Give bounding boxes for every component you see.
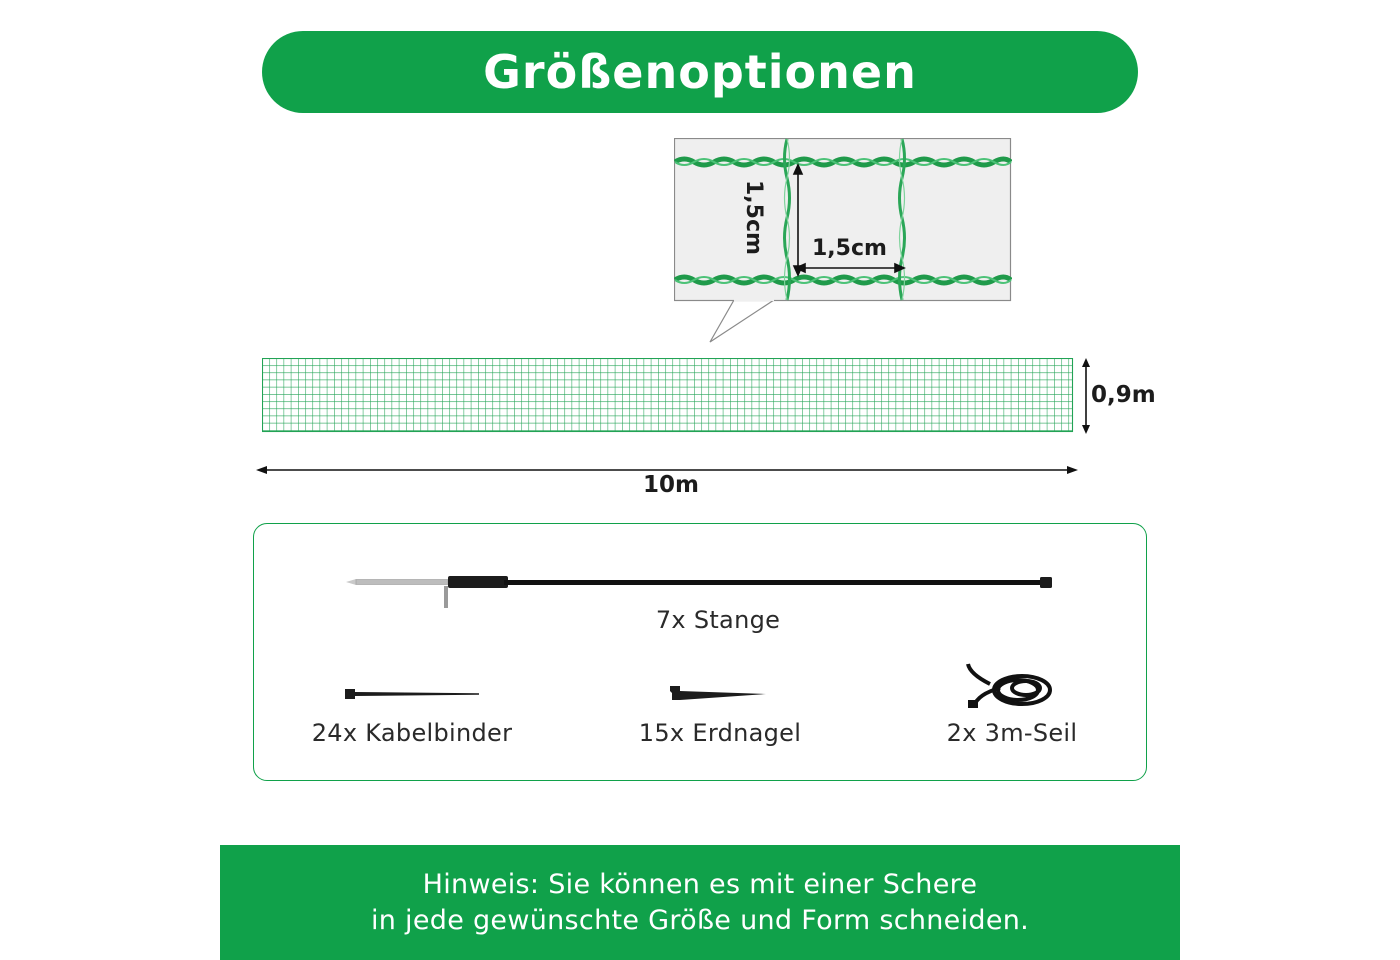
net-height-label: 0,9m bbox=[1091, 382, 1156, 408]
cable-tie-label: 24x Kabelbinder bbox=[311, 719, 513, 747]
net-length-label: 10m bbox=[643, 472, 699, 498]
page-title: Größenoptionen bbox=[483, 45, 917, 99]
mesh-detail-callout bbox=[674, 138, 1012, 344]
ground-stake-icon bbox=[670, 683, 768, 705]
rope-label: 2x 3m-Seil bbox=[946, 719, 1078, 747]
cell-width-label: 1,5cm bbox=[812, 236, 887, 261]
title-banner bbox=[262, 31, 1138, 113]
hint-line-1: Hinweis: Sie können es mit einer Schere bbox=[422, 868, 978, 900]
hint-banner bbox=[220, 845, 1180, 960]
pole-label: 7x Stange bbox=[655, 606, 781, 634]
ground-stake-label: 15x Erdnagel bbox=[638, 719, 802, 747]
rope-icon bbox=[960, 660, 1060, 712]
cable-tie-icon bbox=[345, 686, 481, 702]
cell-height-label: 1,5cm bbox=[741, 180, 766, 255]
net-mesh-image bbox=[262, 358, 1074, 433]
hint-line-2: in jede gewünschte Größe und Form schneiden. bbox=[370, 904, 1030, 936]
